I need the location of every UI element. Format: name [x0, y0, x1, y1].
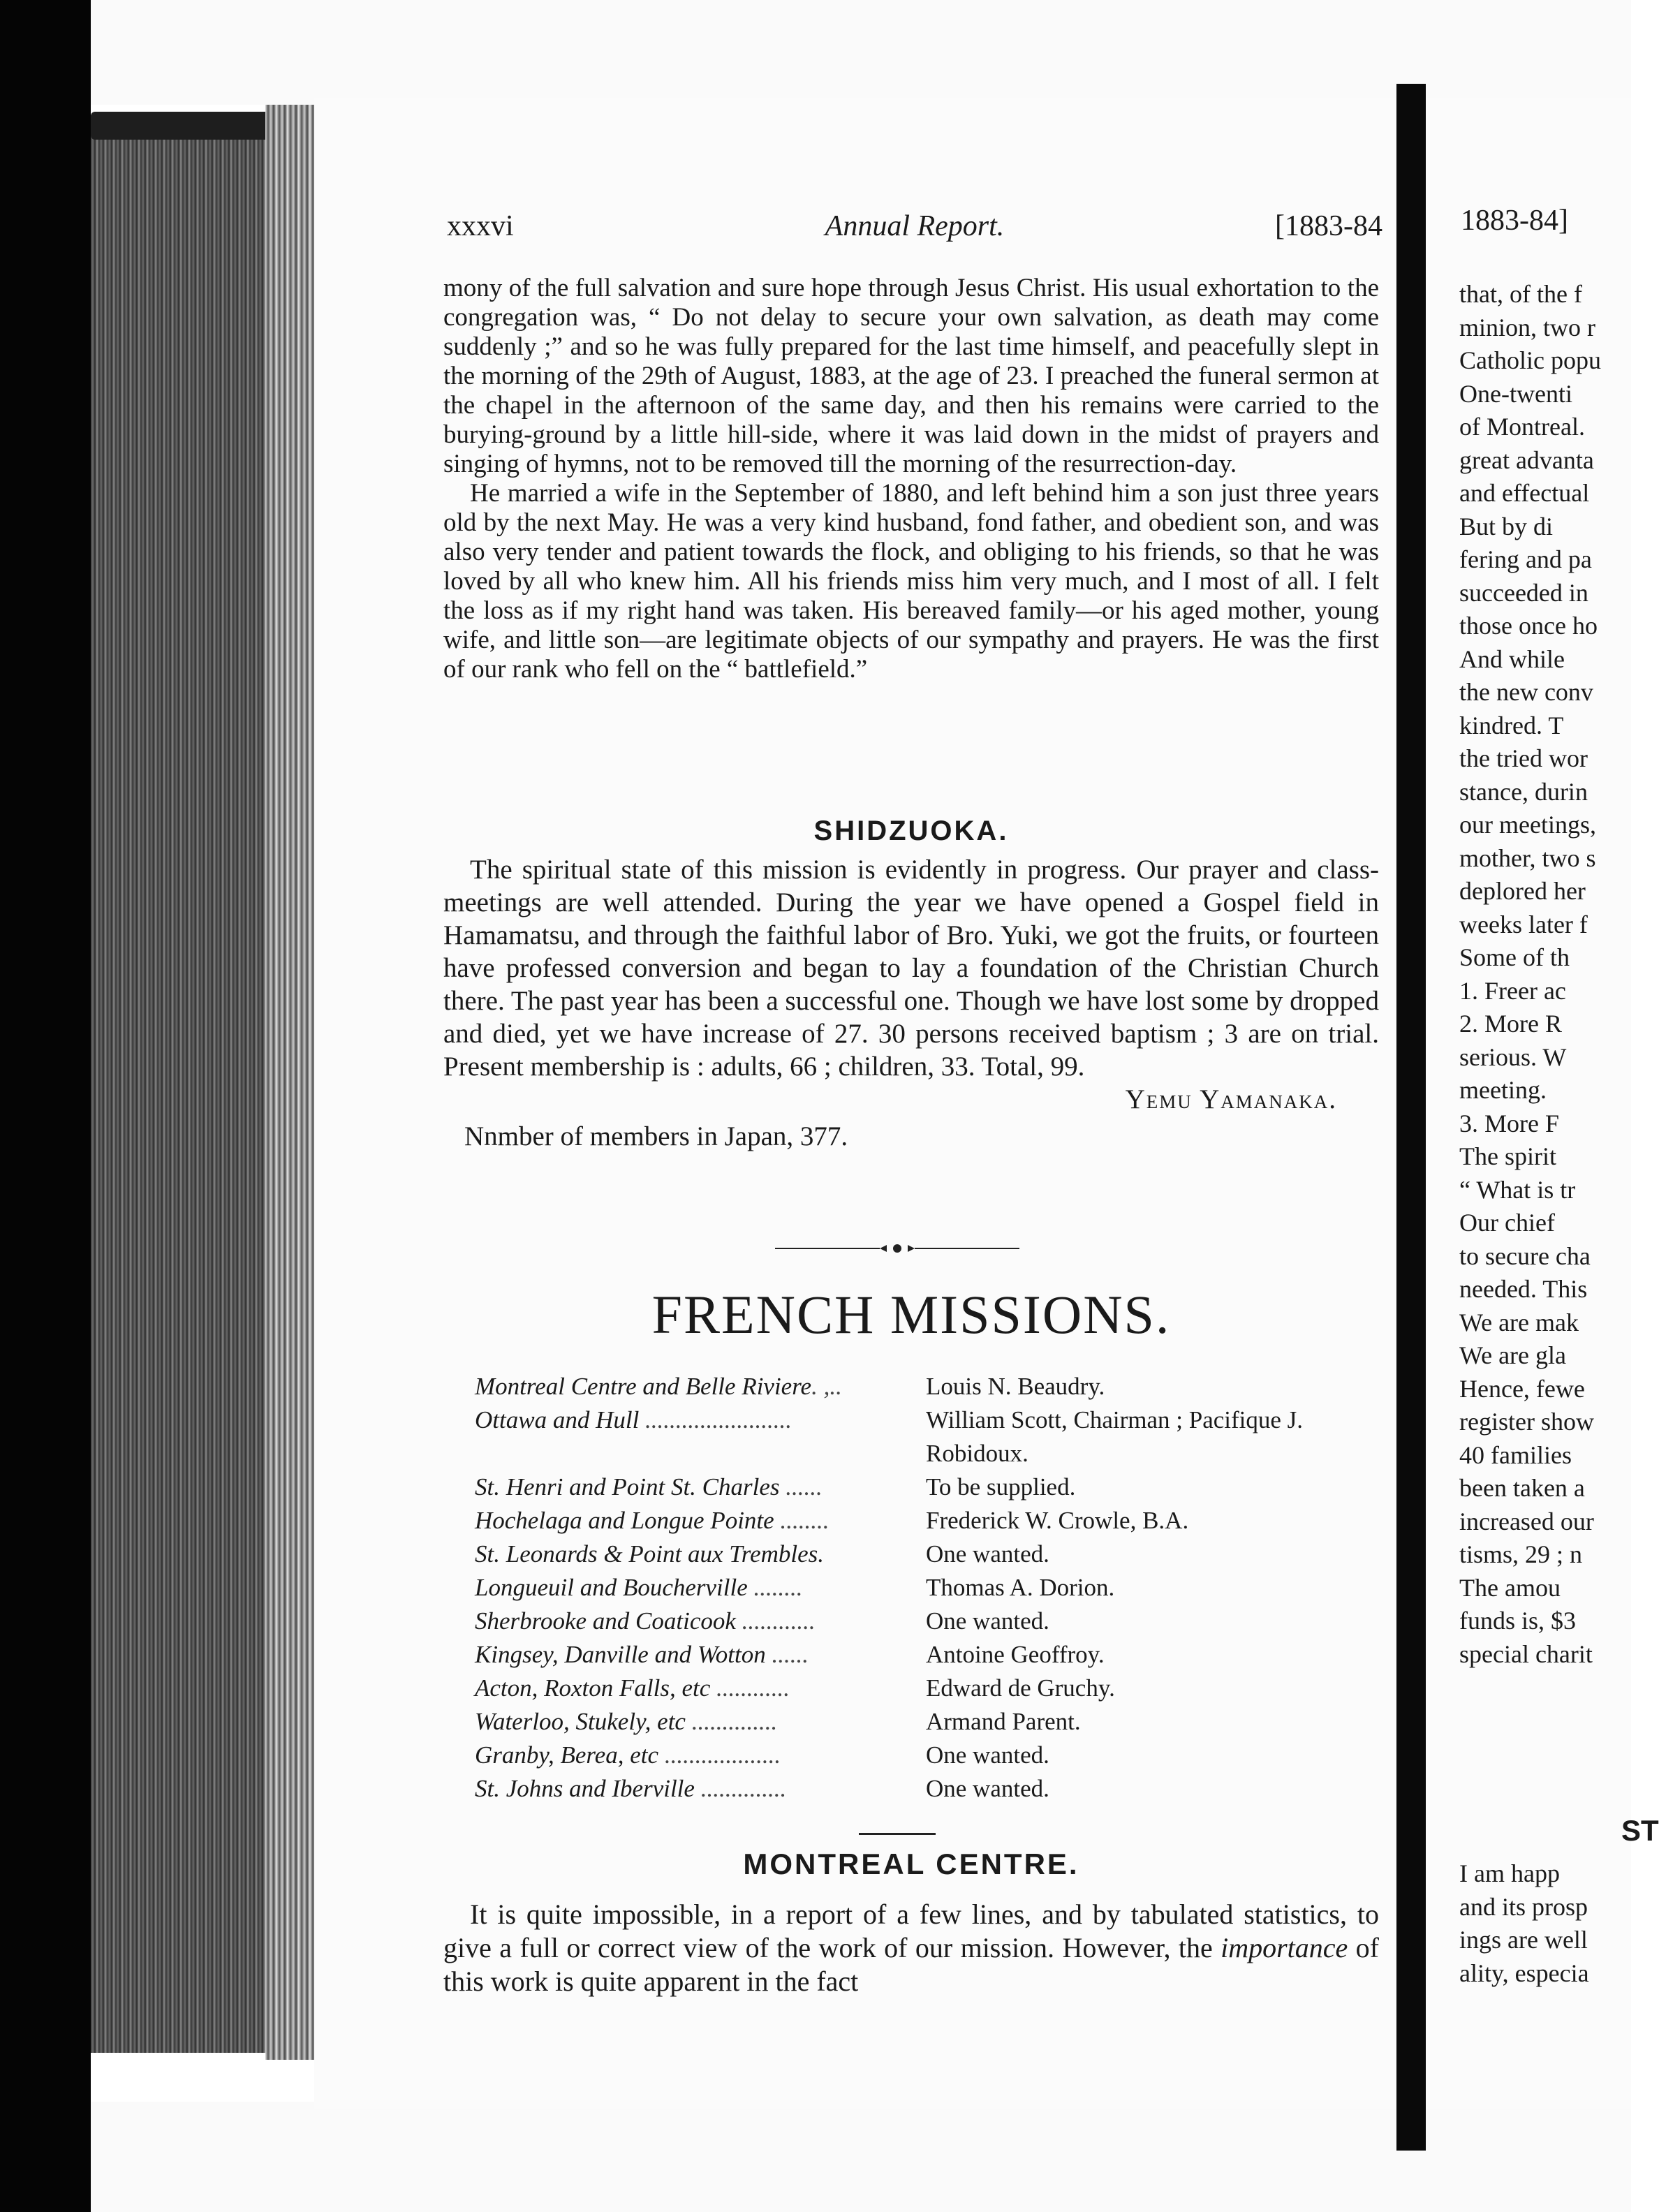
circuit-row	[475, 1370, 1382, 1403]
circuit-place: St. Henri and Point St. Charles ......	[475, 1473, 823, 1501]
right-page-line: been taken a	[1459, 1474, 1585, 1502]
circuit-ministers: One wanted.	[926, 1775, 1049, 1802]
right-page-line: special charit	[1459, 1639, 1593, 1668]
right-page-line: to secure cha	[1459, 1241, 1591, 1270]
scan-left-border	[0, 0, 91, 2212]
circuit-row	[475, 1403, 1382, 1470]
circuit-ministers: Thomas A. Dorion.	[926, 1574, 1115, 1601]
obituary-paragraph: mony of the full salvation and sure hope through Jesus Christ. His usual exhortation to the congregation was, “ Do not delay to secure your own salvation, as death may come suddenly ;” and so he was fully prepared for the last time himself, and peacefully slept in the morning of the 29th of August, 1883, at the age of 23. I preached the funeral sermon at the chapel in the afternoon of the same day, and then his remains were carried to the burying-ground by a little hill-side, where it was laid down in the midst of prayers and singing of hymns, not to be removed till the morning of the resurrection-day.	[443, 274, 1379, 478]
right-page-line: 3. More F	[1459, 1109, 1559, 1137]
right-page-line: ality, especia	[1459, 1959, 1589, 1987]
right-page-line: Hence, fewe	[1459, 1374, 1585, 1403]
montreal-centre-section	[443, 1898, 1379, 1998]
circuit-place: Sherbrooke and Coaticook ............	[475, 1607, 816, 1635]
circuit-place: Granby, Berea, etc ...................	[475, 1741, 781, 1769]
circuit-list	[475, 1370, 1382, 1806]
right-page-line: tisms, 29 ; n	[1459, 1540, 1583, 1568]
right-page-line: ings are well	[1459, 1926, 1588, 1954]
right-page-line: funds is, $3	[1459, 1607, 1577, 1635]
right-page-line: We are gla	[1459, 1341, 1566, 1369]
right-page-line: kindred. T	[1459, 711, 1564, 739]
circuit-row	[475, 1739, 1382, 1772]
right-page-line: the tried wor	[1459, 744, 1588, 772]
page-header	[447, 209, 1382, 251]
circuit-place: Kingsey, Danville and Wotton ......	[475, 1641, 809, 1668]
right-page-heading-fragment: ST	[1621, 1814, 1659, 1847]
right-page-line: great advanta	[1459, 445, 1594, 474]
right-page-text	[1459, 278, 1601, 1671]
circuit-place: Montreal Centre and Belle Riviere. ,..	[475, 1373, 842, 1400]
divider-ornament	[775, 1241, 1019, 1255]
circuit-ministers: Armand Parent.	[926, 1708, 1081, 1735]
right-page-line: increased our	[1459, 1507, 1594, 1535]
book-spine	[265, 105, 314, 2060]
circuit-ministers: Antoine Geoffroy.	[926, 1641, 1105, 1668]
right-page-line: One-twenti	[1459, 379, 1572, 408]
right-page-line: And while	[1459, 644, 1565, 673]
right-page-line: 2. More R	[1459, 1010, 1562, 1038]
circuit-ministers: Edward de Gruchy.	[926, 1674, 1115, 1702]
right-page-line: “ What is tr	[1459, 1175, 1576, 1204]
circuit-place: St. Johns and Iberville ..............	[475, 1775, 787, 1802]
circuit-place: Longueuil and Boucherville ........	[475, 1574, 803, 1601]
circuit-row	[475, 1538, 1382, 1571]
right-page-line: the new conv	[1459, 678, 1593, 706]
circuit-row	[475, 1571, 1382, 1605]
obituary-text	[443, 274, 1379, 684]
obituary-paragraph: He married a wife in the September of 1880, and left behind him a son just three years old by the next May. He was a very kind husband, fond father, and obedient son, and was also very tender and patient towards the flock, and obliging to his friends, so that he was loved by all who knew him. All his friends miss him very much, and I most of all. I felt the loss as if my right hand was taken. His bereaved family—or his aged mother, young wife, and little son—are legitimate objects of our sympathy and prayers. He was the first of our rank who fell on the “ battlefield.”	[443, 479, 1379, 684]
circuit-row	[475, 1672, 1382, 1705]
right-page-header: 1883-84]	[1461, 205, 1568, 237]
circuit-row	[475, 1605, 1382, 1638]
right-page-line: The spirit	[1459, 1142, 1556, 1170]
circuit-ministers: Louis N. Beaudry.	[926, 1373, 1105, 1400]
shidzuoka-report: The spiritual state of this mission is evidently in progress. Our prayer and class-meetings are well attended. During the year we have opened a Gospel field in Hamamatsu, and through the faithful labor of Bro. Yuki, we got the fruits, or fourteen have professed conversion and began to lay a foundation of the Christian Church there. The past year has been a successful one. Though we have lost some by dropped and died, yet we have increase of 27. 30 persons received baptism ; 3 are on trial. Present membership is : adults, 66 ; children, 33. Total, 99.	[443, 855, 1379, 1082]
right-page-line: of Montreal.	[1459, 413, 1585, 441]
right-page-line: stance, durin	[1459, 777, 1588, 806]
right-page-line: our meetings,	[1459, 811, 1596, 839]
shidzuoka-section	[443, 853, 1379, 1153]
right-page-line: Catholic popu	[1459, 346, 1601, 374]
right-page-line: succeeded in	[1459, 578, 1588, 607]
right-page-line: minion, two r	[1459, 313, 1595, 341]
circuit-place: Acton, Roxton Falls, etc ............	[475, 1674, 790, 1702]
circuit-ministers: William Scott, Chairman ; Pacifique J. Robidoux.	[926, 1406, 1304, 1467]
right-page-line: I am happ	[1459, 1859, 1560, 1887]
circuit-place: Hochelaga and Longue Pointe ........	[475, 1507, 830, 1534]
right-page-line: But by di	[1459, 512, 1554, 540]
montreal-centre-text: It is quite impossible, in a report of a few lines, and by tabulated statistics, to give a full or correct view of the work of our mission. However, the importance of this work is quite apparent in the fact	[443, 1898, 1379, 1997]
circuit-row	[475, 1470, 1382, 1504]
right-page-line: needed. This	[1459, 1275, 1588, 1303]
page-gutter	[1396, 84, 1426, 2151]
right-page-line: Our chief	[1459, 1209, 1555, 1237]
right-page-line: that, of the f	[1459, 280, 1582, 308]
circuit-ministers: One wanted.	[926, 1607, 1049, 1635]
circuit-place: St. Leonards & Point aux Trembles.	[475, 1540, 825, 1568]
page-number: xxxvi	[447, 210, 514, 242]
right-page-text-lower	[1459, 1857, 1589, 1990]
right-page-line: meeting.	[1459, 1076, 1547, 1104]
running-title: Annual Report.	[825, 210, 1005, 242]
right-page-line: 1. Freer ac	[1459, 976, 1566, 1005]
circuit-ministers: To be supplied.	[926, 1473, 1076, 1501]
right-page-line: 40 families	[1459, 1440, 1572, 1469]
right-page-line: fering and pa	[1459, 545, 1592, 573]
circuit-row	[475, 1638, 1382, 1672]
montreal-centre-heading: MONTREAL CENTRE.	[743, 1848, 1079, 1880]
circuit-row	[475, 1705, 1382, 1739]
circuit-place: Ottawa and Hull ........................	[475, 1406, 792, 1433]
shidzuoka-heading: SHIDZUOKA.	[813, 816, 1009, 846]
right-page-line: Some of th	[1459, 943, 1570, 971]
circuit-ministers: Frederick W. Crowle, B.A.	[926, 1507, 1189, 1534]
right-page-line: and effectual	[1459, 479, 1590, 507]
right-page-line: weeks later f	[1459, 910, 1588, 938]
right-page-line: We are mak	[1459, 1308, 1579, 1336]
members-count: Nnmber of members in Japan, 377.	[464, 1121, 848, 1151]
circuit-row	[475, 1772, 1382, 1806]
right-page-line: mother, two s	[1459, 843, 1596, 872]
right-page-line: register show	[1459, 1408, 1594, 1436]
right-page-line: and its prosp	[1459, 1892, 1588, 1921]
french-missions-heading: FRENCH MISSIONS.	[651, 1284, 1171, 1345]
right-page-line: deplored her	[1459, 877, 1586, 905]
circuit-place: Waterloo, Stukely, etc ..............	[475, 1708, 778, 1735]
right-page-line: serious. W	[1459, 1042, 1567, 1071]
circuit-row	[475, 1504, 1382, 1538]
circuit-ministers: One wanted.	[926, 1741, 1049, 1769]
header-years: [1883-84	[1275, 210, 1382, 242]
right-page-line: those once ho	[1459, 612, 1598, 640]
circuit-ministers: One wanted.	[926, 1540, 1049, 1568]
right-page-line: The amou	[1459, 1573, 1561, 1602]
section-rule	[859, 1833, 936, 1835]
shidzuoka-signature: Yemu Yamanaka.	[1125, 1084, 1337, 1114]
